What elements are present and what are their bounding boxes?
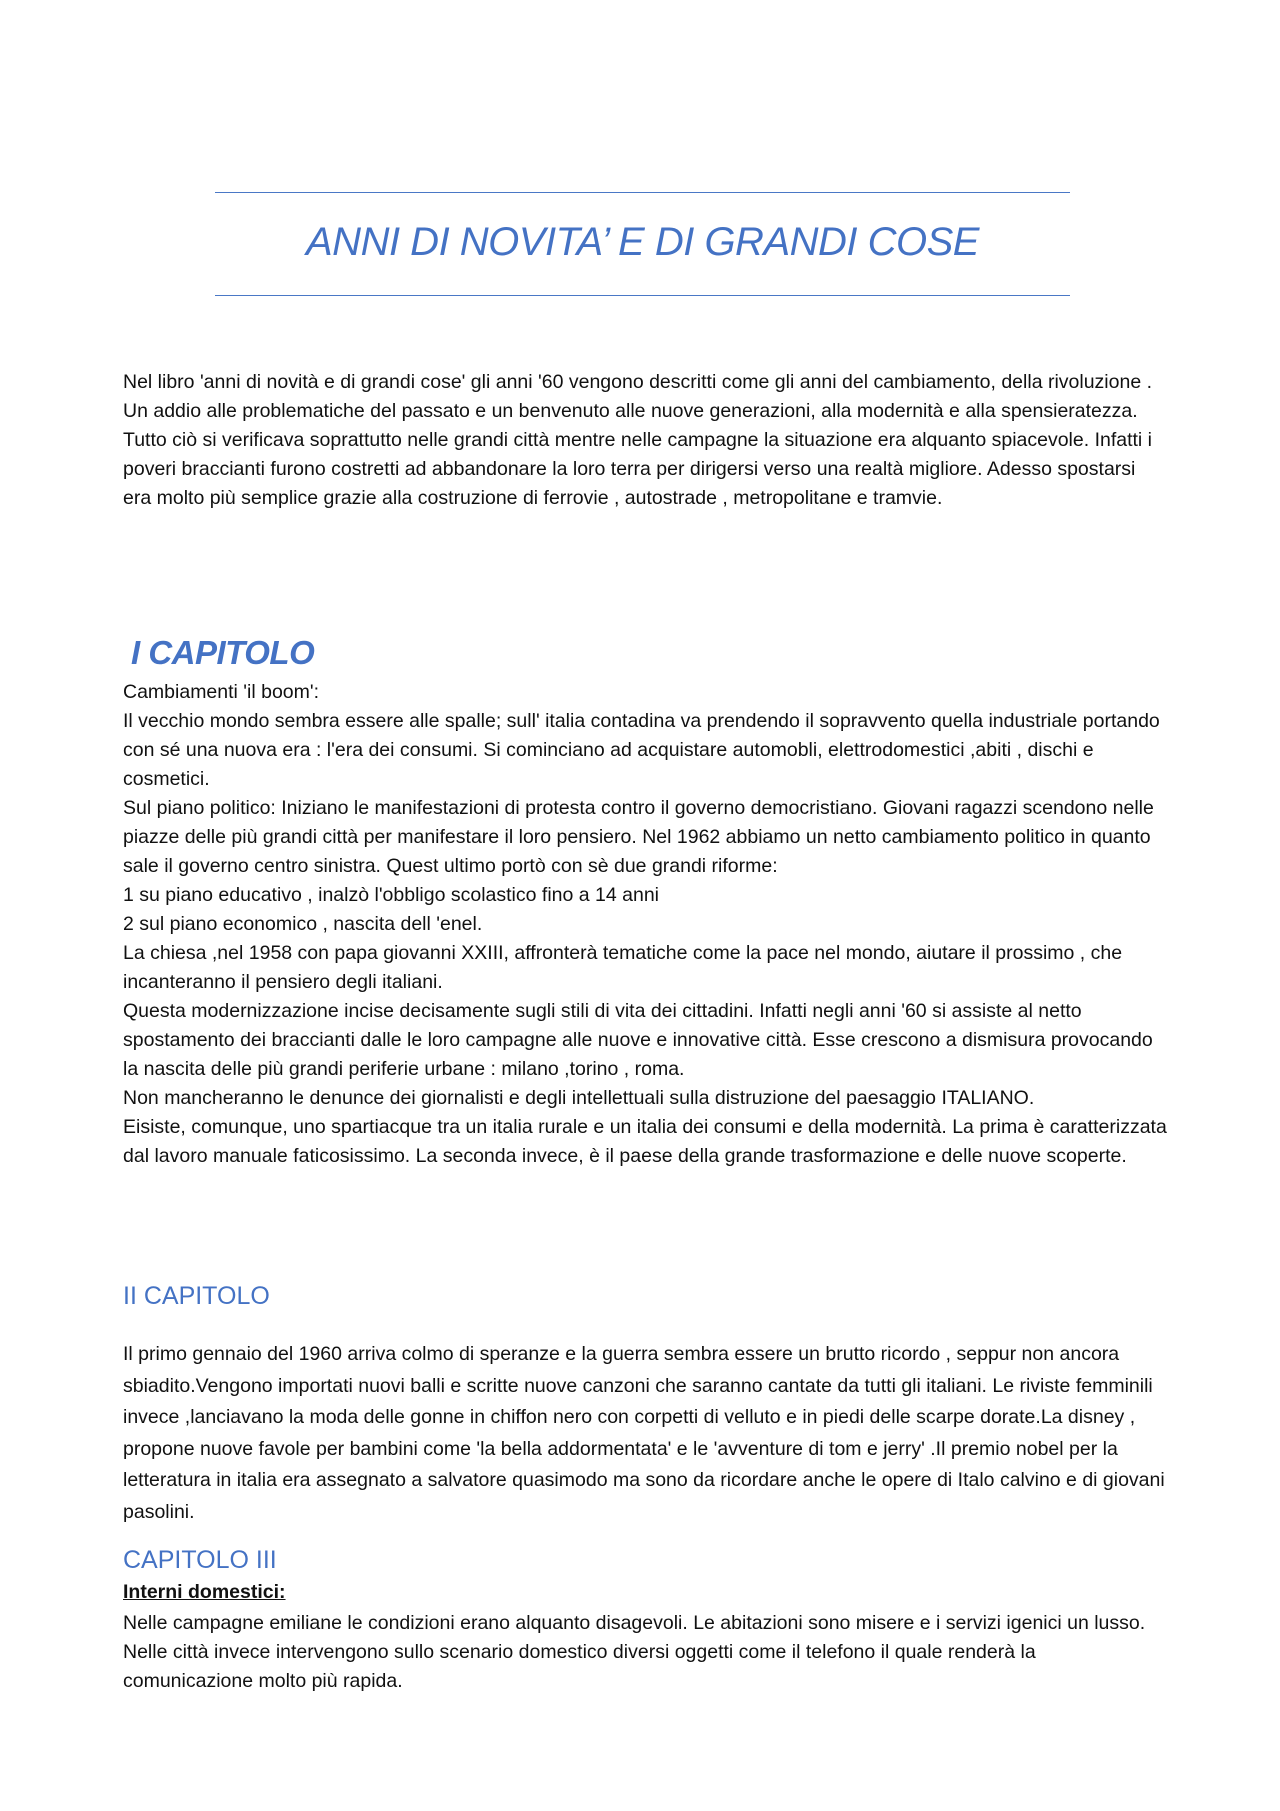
chapter1-paragraph: La chiesa ,nel 1958 con papa giovanni XXIII, affronterà tematiche come la pace nel mondo, aiutare il prossimo , che incanteranno il pensiero degli italiani. — [123, 942, 1123, 993]
chapter1-paragraph: Sul piano politico: Iniziano le manifestazioni di protesta contro il governo democristiano. Giovani ragazzi scendono nelle piazze delle più grandi città per manifestare il loro pensiero. Nel 1962 abbiamo un netto cambiamento politico in quanto sale il governo centro sinistra. Quest ultimo portò con sè due grandi riforme: — [123, 797, 1154, 877]
chapter1-paragraph: 1 su piano educativo , inalzò l'obbligo scolastico fino a 14 anni — [123, 884, 659, 906]
chapter2-heading: II CAPITOLO — [123, 1282, 270, 1310]
intro-section — [123, 368, 1168, 513]
chapter1-body — [123, 678, 1168, 1171]
chapter1-paragraph: 2 sul piano economico , nascita dell 'enel. — [123, 913, 483, 935]
intro-paragraph: Nel libro 'anni di novità e di grandi cose' gli anni '60 vengono descritti come gli anni del cambiamento, della rivoluzione . Un addio alle problematiche del passato e un benvenuto alle nuove generazioni, alla modernità e alla spensieratezza. Tutto ciò si verificava soprattutto nelle grandi città mentre nelle campagne la situazione era alquanto spiacevole. Infatti i poveri braccianti furono costretti ad abbandonare la loro terra per dirigersi verso una realtà migliore. Adesso spostarsi era molto più semplice grazie alla costruzione di ferrovie , autostrade , metropolitane e tramvie. — [123, 371, 1153, 509]
chapter1-paragraph: Non mancheranno le denunce dei giornalisti e degli intellettuali sulla distruzione del paesaggio ITALIANO. — [123, 1087, 1035, 1109]
chapter3-paragraph: Nelle campagne emiliane le condizioni erano alquanto disagevoli. Le abitazioni sono misere e i servizi igenici un lusso. Nelle città invece intervengono sullo scenario domestico diversi oggetti come il telefono il quale renderà la comunicazione molto più rapida. — [123, 1612, 1146, 1692]
title-bottom-rule — [215, 295, 1070, 296]
title-top-rule — [215, 192, 1070, 193]
document-title: ANNI DI NOVITA’ E DI GRANDI COSE — [306, 220, 979, 264]
chapter2-paragraph: Il primo gennaio del 1960 arriva colmo di speranze e la guerra sembra essere un brutto ricordo , seppur non ancora sbiadito.Vengono importati nuovi balli e scritte nuove canzoni che saranno cantate da tutti gli italiani. Le riviste femminili invece ,lanciavano la moda delle gonne in chiffon nero con corpetti di velluto e in piedi delle scarpe dorate.La disney , propone nuove favole per bambini come 'la bella addormentata' e le 'avventure di tom e jerry' .Il premio nobel per la letteratura in italia era assegnato a salvatore quasimodo ma sono da ricordare anche le opere di Italo calvino e di giovani pasolini. — [123, 1343, 1165, 1523]
chapter3-subheading: Interni domestici: — [123, 1581, 286, 1603]
chapter2-body — [123, 1339, 1168, 1528]
chapter3-body — [123, 1609, 1168, 1696]
chapter1-paragraph: Cambiamenti 'il boom': — [123, 681, 320, 703]
chapter3-heading: CAPITOLO III — [123, 1546, 277, 1574]
chapter1-paragraph: Questa modernizzazione incise decisamente sugli stili di vita dei cittadini. Infatti negli anni '60 si assiste al netto spostamento dei braccianti dalle le loro campagne alle nuove e innovative città. Esse crescono a dismisura provocando la nascita delle più grandi periferie urbane : milano ,torino , roma. — [123, 1000, 1153, 1080]
chapter1-heading: I CAPITOLO — [131, 634, 315, 671]
chapter1-paragraph: Eisiste, comunque, uno spartiacque tra un italia rurale e un italia dei consumi e della modernità. La prima è caratterizzata dal lavoro manuale faticosissimo. La seconda invece, è il paese della grande trasformazione e delle nuove scoperte. — [123, 1116, 1167, 1167]
chapter1-paragraph: Il vecchio mondo sembra essere alle spalle; sull' italia contadina va prendendo il sopravvento quella industriale portando con sé una nuova era : l'era dei consumi. Si cominciano ad acquistare automobli, elettrodomestici ,abiti , dischi e cosmetici. — [123, 710, 1160, 790]
